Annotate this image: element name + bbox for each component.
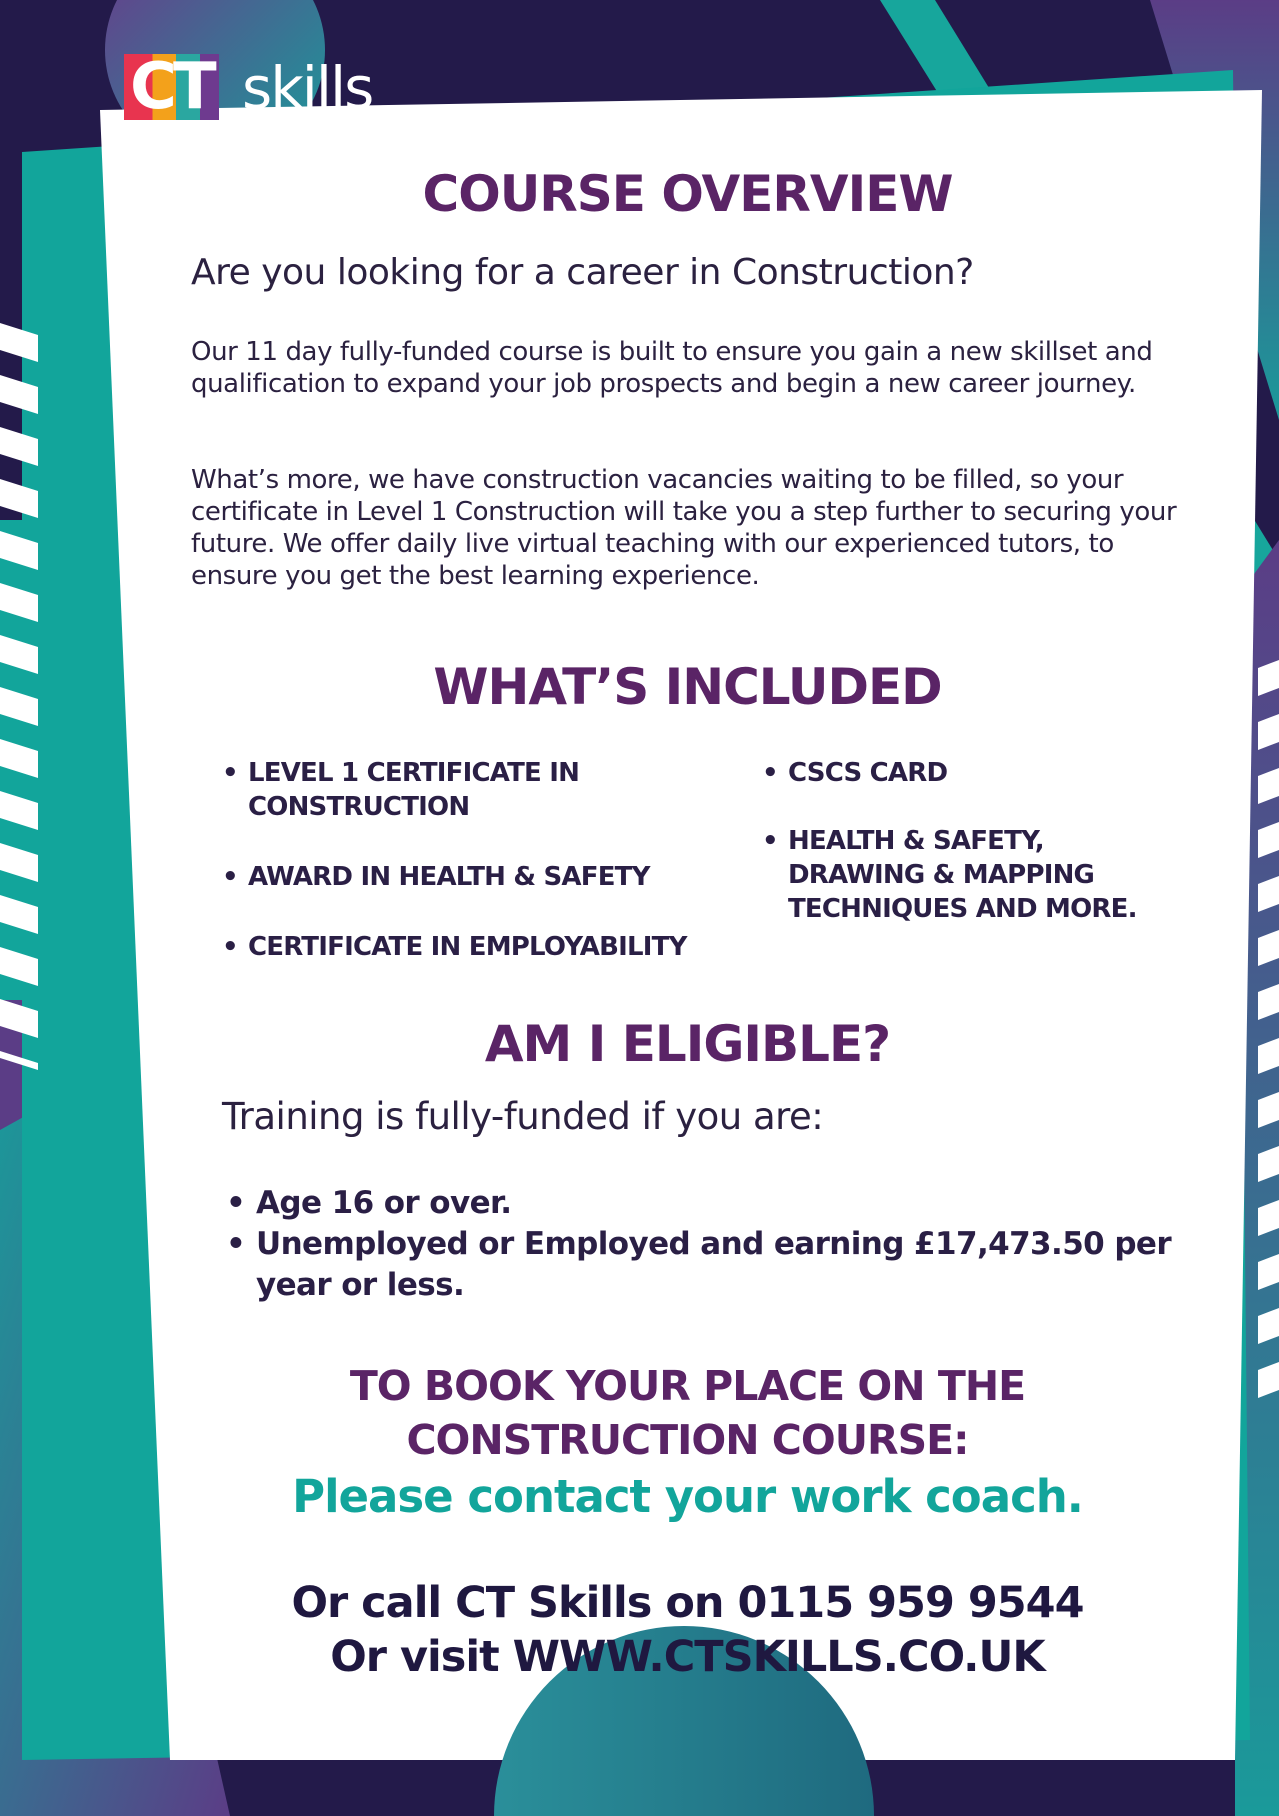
call-phone-link[interactable]: Or call CT Skills on 0115 959 9544 — [291, 1578, 1084, 1628]
included-item: • CSCS CARD — [762, 756, 1182, 790]
overview-paragraph-2: What’s more, we have construction vacancies waiting to be filled, so your certificate in Level 1 Construction will take you a step further to securing your future. We offer daily live virtual teaching with our experienced tutors, to ensure you get the best learning experience. — [191, 465, 1177, 591]
eligibility-item: • Unemployed or Employed and earning £17,473.50 per year or less. — [222, 1224, 1202, 1306]
career-question: Are you looking for a career in Construction? — [191, 252, 974, 293]
included-list-right — [762, 756, 1182, 926]
eligibility-item: • Age 16 or over. — [222, 1183, 1202, 1224]
eligibility-list — [222, 1183, 1202, 1306]
included-item: • LEVEL 1 CERTIFICATE IN CONSTRUCTION — [222, 756, 588, 824]
overview-paragraph-1: Our 11 day fully-funded course is built to ensure you gain a new skillset and qualification to expand your job prospects and begin a new career journey. — [191, 337, 1153, 399]
contact-work-coach: Please contact your work coach. — [292, 1470, 1083, 1523]
website-link[interactable]: Or visit WWW.CTSKILLS.CO.UK — [330, 1632, 1045, 1682]
logo-ct-text: CT — [124, 54, 219, 120]
included-item: • CERTIFICATE IN EMPLOYABILITY — [222, 930, 742, 964]
am-i-eligible-title: AM I ELIGIBLE? — [484, 1015, 891, 1073]
eligibility-intro: Training is fully-funded if you are: — [222, 1095, 824, 1138]
included-list-left — [222, 756, 742, 964]
cta-line-2: CONSTRUCTION COURSE: — [406, 1416, 969, 1464]
whats-included-title: WHAT’S INCLUDED — [433, 658, 942, 716]
cta-line-1: TO BOOK YOUR PLACE ON THE — [349, 1362, 1026, 1410]
included-item: • AWARD IN HEALTH & SAFETY — [222, 860, 742, 894]
included-item: • HEALTH & SAFETY, DRAWING & MAPPING TECHNIQUES AND MORE. — [762, 824, 1148, 926]
course-overview-title: COURSE OVERVIEW — [422, 165, 953, 223]
logo-skills-text: skills — [242, 54, 373, 122]
